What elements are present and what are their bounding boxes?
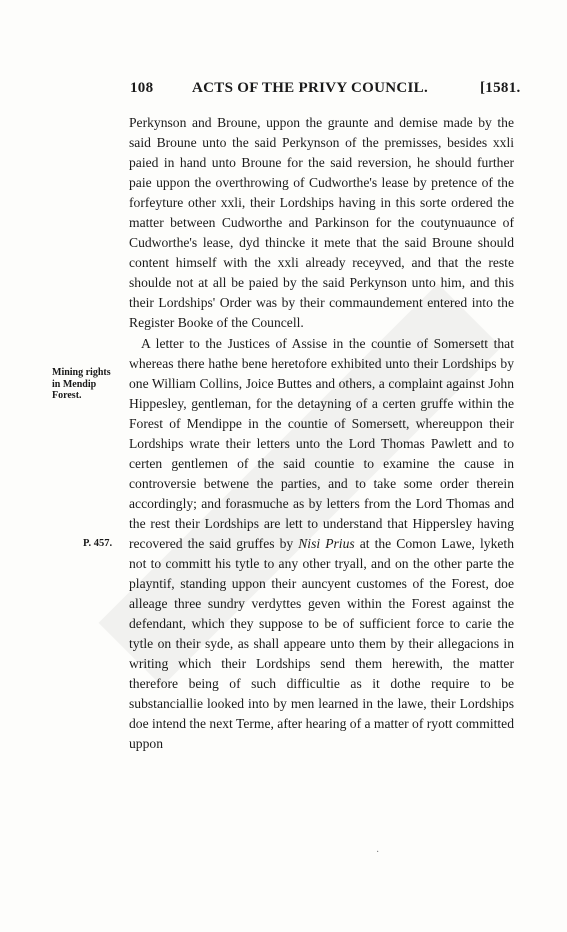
italic-phrase: Nisi Prius <box>298 535 355 551</box>
paragraph: Perkynson and Broune, uppon the graunte and demise made by the said Broune unto the said Perkynson of the premisses, besides xxli paied in hand unto Broune for the said reversion, he should further paie uppon the overthrowing of Cudworthe's lease by pretence of the forfeyture other xxli, their Lordships having in this sorte ordered the matter between Cudworthe and Parkinson for the coutynuaunce of Cudworthe's lease, dyd thincke it mete that the said Broune should content himself with the xxli already receyved, and that the reste shoulde not at all be paied by the said Perkynson unto him, and this their Lordships' Order was by their commaundement entered into the Register Booke of the Councell. <box>129 115 514 331</box>
year-label: [1581. <box>480 80 521 96</box>
running-title: ACTS OF THE PRIVY COUNCIL. <box>192 80 429 96</box>
margin-page-reference: P. 457. <box>83 538 113 549</box>
paragraph-text: at the Comon Lawe, lyketh not to committ his tytle to any other tryall, and on the other parte the playntif, standing uppon their auncyent customes of the Forest, doe alleage three sundry verdyttes geven within the Forest against the defendant, which they suppose to be of sufficient force to carie the tytle on their syde, as shall appeare unto them by their allegacions in writing which their Lordships send them herewith, the matter therefore being of such difficultie as it dothe require to be substanciallie looked into by men learned in the lawe, their Lordships doe intend the next Terme, after hearing of a matter of ryott committed uppon <box>129 535 514 752</box>
margin-note-line: Forest. <box>52 390 82 401</box>
margin-note-line: Mining rights <box>52 367 111 378</box>
body-text <box>129 113 514 755</box>
page-header <box>130 80 520 102</box>
paragraph-text: A letter to the Justices of Assise in the countie of Somersett that whereas there hathe bene heretofore exhibited unto their Lordships by one William Collins, Joice Buttes and others, a complaint against John Hippesley, gentleman, for the detayning of a certen gruffe within the Forest of Mendippe in the countie of Somersett, whereuppon their Lordships wrate their letters unto the Lord Thomas Pawlett and to certen gentlemen of the said countie to examine the cause in controversie betwene the parties, and to take some order therein accordingly; and forasmuche as by letters from the Lord Thomas and the rest their Lordships are lett to understand that Hippersley having recovered the said gruffes by <box>129 335 514 551</box>
page-number: 108 <box>130 80 154 96</box>
paragraph <box>129 334 514 755</box>
margin-note-line: in Mendip <box>52 378 97 390</box>
print-mark: · <box>376 847 380 858</box>
margin-note <box>52 367 124 402</box>
